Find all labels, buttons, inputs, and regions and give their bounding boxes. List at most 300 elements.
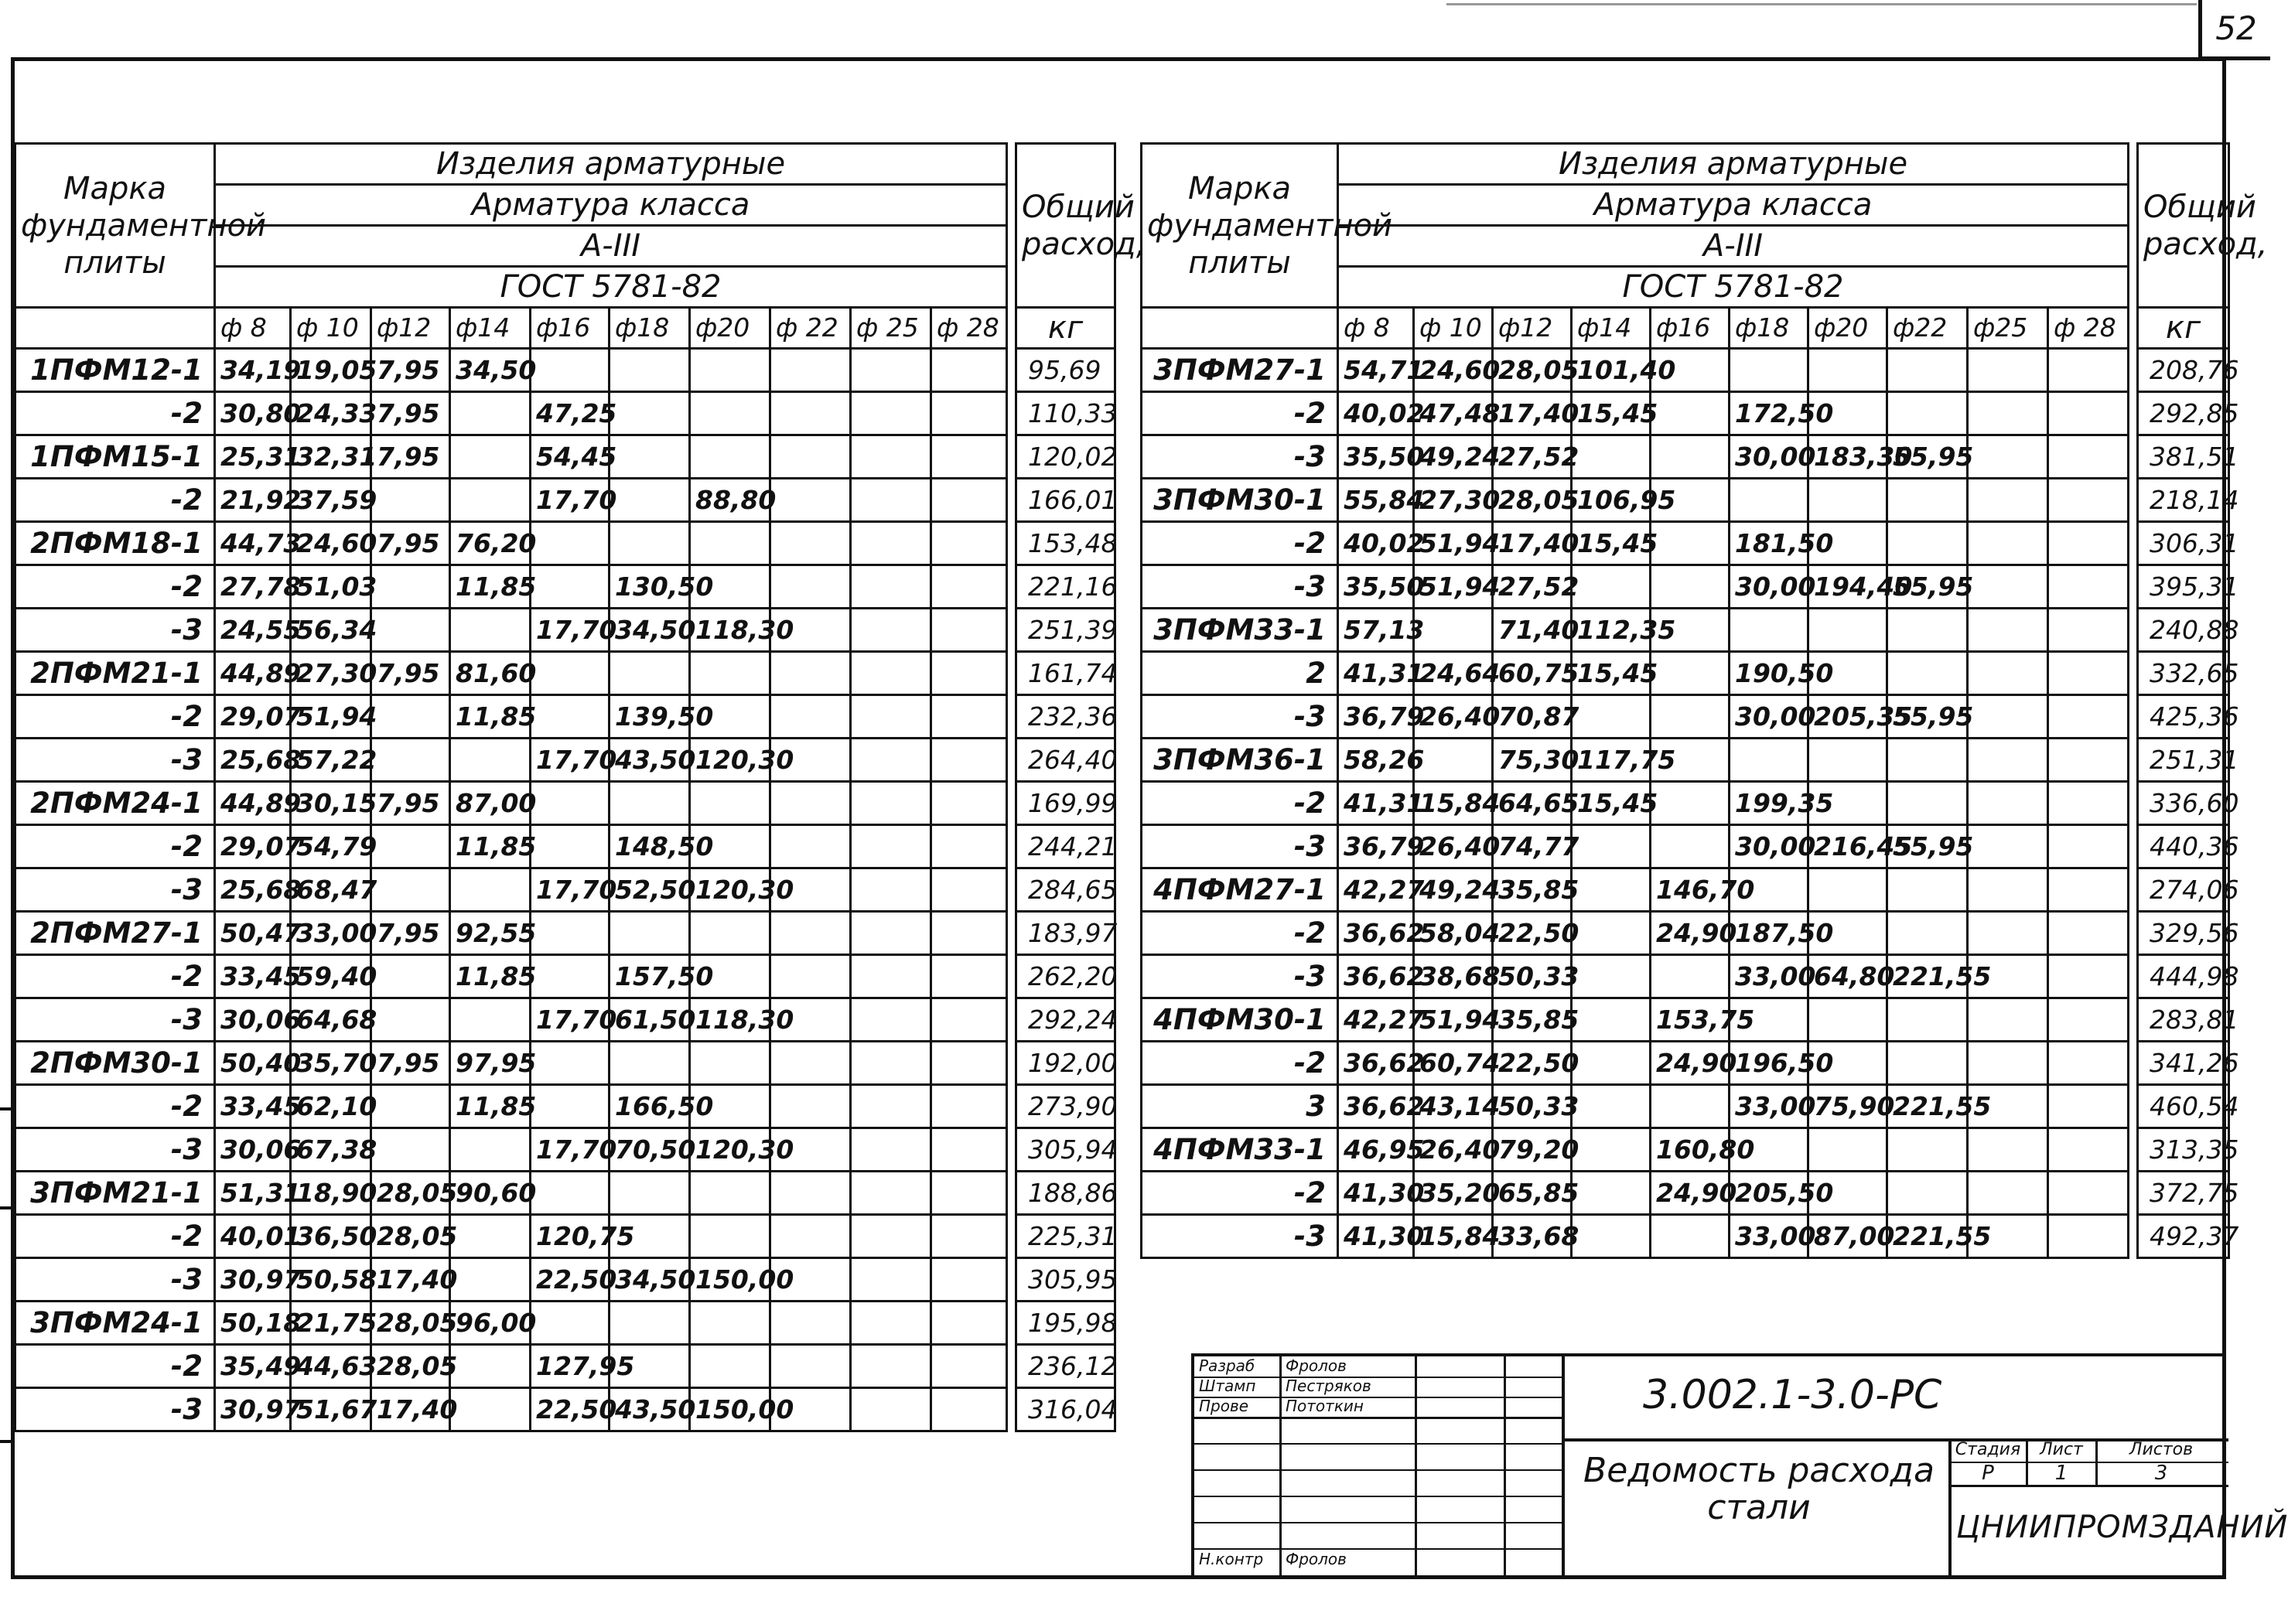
steel-mass-cell (1968, 652, 2048, 695)
steel-mass-cell (690, 1345, 770, 1388)
column-gap (1007, 1388, 1016, 1431)
steel-mass-cell (770, 1085, 851, 1128)
unit-header: кг (1016, 308, 1115, 349)
steel-mass-cell (931, 565, 1007, 609)
table-row (15, 1345, 1115, 1388)
plate-mark: -2 (1142, 1172, 1338, 1215)
steel-mass-cell (2048, 435, 2129, 479)
diameter-header: ф22 (1887, 308, 1968, 349)
group-header: Изделия арматурные (1338, 144, 2129, 185)
steel-mass-cell: 36,62 (1338, 1085, 1414, 1128)
steel-mass-cell (2048, 392, 2129, 435)
steel-mass-cell: 36,79 (1338, 695, 1414, 739)
column-gap (1007, 955, 1016, 998)
steel-mass-cell: 41,31 (1338, 782, 1414, 825)
diameter-header: ф14 (450, 308, 531, 349)
steel-mass-cell (1572, 1042, 1651, 1085)
column-gap (2129, 609, 2138, 652)
steel-mass-cell: 28,05 (371, 1345, 450, 1388)
diameter-header: ф20 (690, 308, 770, 349)
steel-mass-cell (1968, 825, 2048, 868)
table-row (1142, 1215, 2229, 1258)
steel-mass-cell (690, 1172, 770, 1215)
document-title: Ведомость расхода стали (1583, 1451, 1935, 1527)
stage-label: Стадия (1955, 1440, 2021, 1459)
steel-mass-cell (531, 1042, 610, 1085)
steel-mass-cell (931, 479, 1007, 522)
steel-mass-cell (450, 1345, 531, 1388)
steel-mass-cell: 44,89 (215, 782, 291, 825)
steel-mass-cell (1968, 522, 2048, 565)
steel-mass-cell (690, 1302, 770, 1345)
table-row (1142, 1128, 2229, 1172)
steel-mass-cell (1968, 1172, 2048, 1215)
total-mass-cell: 444,98 (2138, 955, 2229, 998)
total-mass-cell: 264,40 (1016, 739, 1115, 782)
column-gap (2129, 392, 2138, 435)
steel-mass-cell: 51,31 (215, 1172, 291, 1215)
total-mass-cell: 292,24 (1016, 998, 1115, 1042)
total-mass-cell: 240,88 (2138, 609, 2229, 652)
steel-mass-cell (931, 522, 1007, 565)
steel-mass-cell (371, 565, 450, 609)
plate-mark: -2 (1142, 522, 1338, 565)
group-header: Изделия арматурные (215, 144, 1007, 185)
column-gap (1007, 1215, 1016, 1258)
steel-mass-cell (770, 392, 851, 435)
table-row (15, 349, 1115, 392)
table-row (15, 522, 1115, 565)
steel-mass-cell: 30,00 (1730, 435, 1808, 479)
column-gap (1007, 349, 1016, 392)
plate-mark: 2ПФМ24-1 (15, 782, 215, 825)
table-row (1142, 349, 2229, 392)
total-mass-cell: 381,51 (2138, 435, 2229, 479)
steel-mass-cell (770, 1345, 851, 1388)
steel-mass-cell: 194,40 (1808, 565, 1887, 609)
steel-mass-cell: 50,47 (215, 912, 291, 955)
steel-mass-cell: 7,95 (371, 652, 450, 695)
steel-mass-cell (851, 1172, 931, 1215)
steel-mass-cell (931, 435, 1007, 479)
steel-mass-cell: 190,50 (1730, 652, 1808, 695)
steel-mass-cell (1808, 479, 1887, 522)
column-gap (2129, 349, 2138, 392)
steel-mass-cell (851, 695, 931, 739)
diameter-header: ф12 (371, 308, 450, 349)
total-mass-cell: 336,60 (2138, 782, 2229, 825)
steel-mass-cell: 150,00 (690, 1388, 770, 1431)
steel-mass-cell (931, 868, 1007, 912)
total-mass-cell: 195,98 (1016, 1302, 1115, 1345)
steel-mass-cell (1808, 739, 1887, 782)
total-mass-cell: 332,65 (2138, 652, 2229, 695)
steel-mass-cell (690, 435, 770, 479)
steel-mass-cell (1887, 392, 1968, 435)
steel-mass-cell (1887, 349, 1968, 392)
table-row (1142, 998, 2229, 1042)
steel-mass-cell (931, 652, 1007, 695)
steel-mass-cell: 28,05 (371, 1215, 450, 1258)
steel-mass-cell: 41,31 (1338, 652, 1414, 695)
steel-mass-cell: 56,34 (291, 609, 371, 652)
signature-name: Пестряков (1286, 1377, 1371, 1395)
table-row (15, 868, 1115, 912)
steel-mass-cell: 22,50 (1493, 1042, 1572, 1085)
steel-mass-cell (1730, 609, 1808, 652)
steel-mass-cell: 36,50 (291, 1215, 371, 1258)
steel-mass-cell: 36,62 (1338, 912, 1414, 955)
steel-mass-cell: 44,63 (291, 1345, 371, 1388)
steel-mass-cell: 29,07 (215, 825, 291, 868)
steel-mass-cell (1651, 782, 1730, 825)
diameter-header: ф 8 (1338, 308, 1414, 349)
steel-mass-cell (610, 392, 690, 435)
table-row (15, 1172, 1115, 1215)
plate-mark: -2 (15, 565, 215, 609)
steel-mass-cell: 221,55 (1887, 955, 1968, 998)
plate-mark: -2 (15, 1345, 215, 1388)
steel-mass-cell: 36,62 (1338, 1042, 1414, 1085)
column-gap (2129, 565, 2138, 609)
total-mass-cell: 161,74 (1016, 652, 1115, 695)
steel-mass-cell: 81,60 (450, 652, 531, 695)
steel-mass-cell (2048, 912, 2129, 955)
steel-mass-cell: 150,00 (690, 1258, 770, 1302)
diameter-header: ф16 (1651, 308, 1730, 349)
plate-mark: 4ПФМ27-1 (1142, 868, 1338, 912)
steel-mass-cell: 153,75 (1651, 998, 1730, 1042)
steel-mass-cell: 34,19 (215, 349, 291, 392)
steel-mass-cell: 172,50 (1730, 392, 1808, 435)
steel-mass-cell (1968, 1042, 2048, 1085)
steel-mass-cell: 25,68 (215, 868, 291, 912)
steel-mass-cell (371, 479, 450, 522)
steel-mass-cell (851, 652, 931, 695)
steel-mass-cell (1968, 782, 2048, 825)
steel-mass-cell: 181,50 (1730, 522, 1808, 565)
signature-name: Пототкин (1286, 1397, 1364, 1415)
diameter-header: ф 8 (215, 308, 291, 349)
steel-mass-cell (1572, 1215, 1651, 1258)
steel-mass-cell (851, 1085, 931, 1128)
total-mass-cell: 232,36 (1016, 695, 1115, 739)
steel-mass-cell: 47,25 (531, 392, 610, 435)
steel-mass-cell: 79,20 (1493, 1128, 1572, 1172)
steel-mass-cell (851, 609, 931, 652)
steel-mass-cell (1651, 522, 1730, 565)
page-number: 52 (2198, 0, 2270, 60)
steel-mass-cell (1887, 1172, 1968, 1215)
total-mass-cell: 329,56 (2138, 912, 2229, 955)
steel-mass-cell: 160,80 (1651, 1128, 1730, 1172)
steel-mass-cell: 76,20 (450, 522, 531, 565)
plate-mark: -2 (15, 955, 215, 998)
total-mass-cell: 274,06 (2138, 868, 2229, 912)
column-gap (1007, 695, 1016, 739)
steel-mass-cell: 120,75 (531, 1215, 610, 1258)
left-table-body (15, 349, 1118, 1431)
steel-mass-cell (851, 1302, 931, 1345)
steel-mass-cell (851, 1215, 931, 1258)
steel-mass-cell: 54,71 (1338, 349, 1414, 392)
steel-mass-cell: 33,00 (291, 912, 371, 955)
steel-mass-cell (371, 825, 450, 868)
unit-header: кг (2138, 308, 2229, 349)
diameter-header: ф12 (1493, 308, 1572, 349)
total-mass-cell: 183,97 (1016, 912, 1115, 955)
steel-mass-cell (690, 1042, 770, 1085)
steel-mass-cell (1887, 1128, 1968, 1172)
steel-mass-cell: 60,75 (1493, 652, 1572, 695)
plate-mark: -2 (15, 1215, 215, 1258)
steel-mass-cell: 25,31 (215, 435, 291, 479)
steel-mass-cell (1968, 349, 2048, 392)
steel-mass-cell: 33,45 (215, 1085, 291, 1128)
steel-mass-cell: 11,85 (450, 565, 531, 609)
column-gap (2129, 1215, 2138, 1258)
steel-mass-cell: 7,95 (371, 435, 450, 479)
steel-mass-cell: 96,00 (450, 1302, 531, 1345)
steel-mass-cell: 17,70 (531, 1128, 610, 1172)
table-row (1142, 609, 2229, 652)
table-row (1142, 782, 2229, 825)
total-mass-cell: 492,37 (2138, 1215, 2229, 1258)
steel-mass-cell (450, 998, 531, 1042)
steel-mass-cell: 50,33 (1493, 1085, 1572, 1128)
steel-mass-cell (931, 825, 1007, 868)
steel-mass-cell (371, 955, 450, 998)
steel-mass-cell: 50,18 (215, 1302, 291, 1345)
steel-mass-cell (2048, 522, 2129, 565)
steel-mass-cell: 35,85 (1493, 868, 1572, 912)
steel-mass-cell: 52,50 (610, 868, 690, 912)
total-mass-cell: 305,95 (1016, 1258, 1115, 1302)
steel-mass-cell (770, 1042, 851, 1085)
steel-mass-cell (1414, 609, 1493, 652)
steel-mass-cell: 70,50 (610, 1128, 690, 1172)
column-gap (1007, 912, 1016, 955)
steel-mass-cell: 57,13 (1338, 609, 1414, 652)
table-row (1142, 1042, 2229, 1085)
total-mass-cell: 166,01 (1016, 479, 1115, 522)
steel-mass-cell (690, 912, 770, 955)
signature-name: Фролов (1286, 1550, 1347, 1568)
document-code: 3.002.1-3.0-РС (1643, 1372, 1942, 1418)
steel-mass-cell: 24,33 (291, 392, 371, 435)
steel-mass-cell (1968, 912, 2048, 955)
steel-mass-cell: 221,55 (1887, 1085, 1968, 1128)
steel-mass-cell: 50,58 (291, 1258, 371, 1302)
steel-mass-cell: 34,50 (610, 1258, 690, 1302)
steel-mass-cell (931, 609, 1007, 652)
steel-mass-cell: 17,70 (531, 739, 610, 782)
steel-mass-cell (2048, 1085, 2129, 1128)
steel-mass-cell: 51,94 (1414, 565, 1493, 609)
plate-mark: 1ПФМ12-1 (15, 349, 215, 392)
steel-mass-cell: 55,95 (1887, 825, 1968, 868)
steel-mass-cell: 42,27 (1338, 998, 1414, 1042)
steel-mass-cell: 17,70 (531, 868, 610, 912)
diameter-header: ф20 (1808, 308, 1887, 349)
total-mass-cell: 262,20 (1016, 955, 1115, 998)
steel-mass-cell: 205,50 (1730, 1172, 1808, 1215)
steel-mass-cell: 33,45 (215, 955, 291, 998)
steel-mass-cell (1887, 739, 1968, 782)
steel-mass-cell (770, 695, 851, 739)
total-mass-cell: 305,94 (1016, 1128, 1115, 1172)
steel-mass-cell (371, 868, 450, 912)
steel-mass-cell (931, 1302, 1007, 1345)
steel-mass-cell (851, 1042, 931, 1085)
plate-mark: -3 (15, 1258, 215, 1302)
plate-mark: -3 (1142, 435, 1338, 479)
table-row (15, 739, 1115, 782)
column-gap (2129, 1172, 2138, 1215)
steel-mass-cell: 27,78 (215, 565, 291, 609)
steel-mass-cell: 27,30 (1414, 479, 1493, 522)
sheets-value: 3 (2154, 1462, 2168, 1485)
total-mass-cell: 372,75 (2138, 1172, 2229, 1215)
steel-mass-cell (851, 868, 931, 912)
steel-mass-cell (1572, 955, 1651, 998)
steel-mass-cell: 30,06 (215, 998, 291, 1042)
steel-mass-cell (690, 522, 770, 565)
steel-mass-cell (1651, 392, 1730, 435)
table-row (1142, 912, 2229, 955)
table-row (15, 1215, 1115, 1258)
column-gap (1007, 392, 1016, 435)
steel-mass-cell (2048, 479, 2129, 522)
plate-mark: 2ПФМ18-1 (15, 522, 215, 565)
total-mass-cell: 221,16 (1016, 565, 1115, 609)
plate-mark: -3 (1142, 695, 1338, 739)
steel-mass-cell: 26,40 (1414, 695, 1493, 739)
steel-mass-cell: 50,33 (1493, 955, 1572, 998)
plate-mark: 3ПФМ33-1 (1142, 609, 1338, 652)
table-row (15, 1128, 1115, 1172)
plate-mark: -2 (15, 479, 215, 522)
table-row (15, 1085, 1115, 1128)
steel-mass-cell (851, 565, 931, 609)
signature-role: Штамп (1199, 1377, 1256, 1395)
steel-mass-cell: 32,31 (291, 435, 371, 479)
steel-mass-cell (851, 1388, 931, 1431)
plate-mark: 3ПФМ24-1 (15, 1302, 215, 1345)
steel-mass-cell: 30,97 (215, 1258, 291, 1302)
signature-role: Разраб (1199, 1356, 1255, 1375)
steel-mass-cell: 221,55 (1887, 1215, 1968, 1258)
total-mass-cell: 225,31 (1016, 1215, 1115, 1258)
steel-mass-cell: 24,60 (1414, 349, 1493, 392)
steel-mass-cell (2048, 1128, 2129, 1172)
column-gap (2129, 695, 2138, 739)
steel-mass-cell: 42,27 (1338, 868, 1414, 912)
steel-mass-cell (2048, 1042, 2129, 1085)
mark-header: Марка фундаментной плиты (1142, 144, 1338, 308)
steel-mass-cell (1887, 782, 1968, 825)
steel-mass-cell (2048, 998, 2129, 1042)
steel-mass-cell: 51,67 (291, 1388, 371, 1431)
table-row (15, 912, 1115, 955)
steel-mass-cell: 196,50 (1730, 1042, 1808, 1085)
plate-mark: 4ПФМ30-1 (1142, 998, 1338, 1042)
table-row (1142, 392, 2229, 435)
steel-mass-cell: 28,05 (371, 1302, 450, 1345)
steel-mass-cell: 55,95 (1887, 435, 1968, 479)
class-title-header: Арматура класса (215, 185, 1007, 226)
steel-mass-cell (851, 349, 931, 392)
total-mass-cell: 218,14 (2138, 479, 2229, 522)
plate-mark: -2 (1142, 782, 1338, 825)
steel-mass-cell: 24,90 (1651, 1172, 1730, 1215)
steel-mass-cell: 50,40 (215, 1042, 291, 1085)
steel-mass-cell: 183,30 (1808, 435, 1887, 479)
steel-mass-cell (931, 1172, 1007, 1215)
steel-mass-cell: 15,45 (1572, 392, 1651, 435)
table-row (15, 1258, 1115, 1302)
column-gap (2129, 868, 2138, 912)
steel-mass-cell (851, 912, 931, 955)
steel-mass-cell: 157,50 (610, 955, 690, 998)
plate-mark: 4ПФМ33-1 (1142, 1128, 1338, 1172)
steel-mass-cell (1968, 998, 2048, 1042)
table-row (15, 825, 1115, 868)
table-row (1142, 565, 2229, 609)
steel-mass-cell: 75,90 (1808, 1085, 1887, 1128)
table-row (15, 955, 1115, 998)
total-mass-cell: 306,31 (2138, 522, 2229, 565)
steel-mass-cell: 27,52 (1493, 565, 1572, 609)
title-block (1191, 1353, 2288, 1575)
steel-mass-cell (531, 955, 610, 998)
steel-mass-cell (2048, 825, 2129, 868)
steel-mass-cell: 35,50 (1338, 435, 1414, 479)
steel-mass-cell: 15,45 (1572, 782, 1651, 825)
steel-mass-cell (371, 1128, 450, 1172)
plate-mark: 2ПФМ27-1 (15, 912, 215, 955)
steel-mass-cell (1414, 739, 1493, 782)
steel-mass-cell (1572, 1085, 1651, 1128)
steel-mass-cell (770, 435, 851, 479)
table-row (1142, 1085, 2229, 1128)
steel-mass-cell: 30,00 (1730, 695, 1808, 739)
steel-mass-cell: 146,70 (1651, 868, 1730, 912)
steel-mass-cell (931, 739, 1007, 782)
steel-table-right (1140, 142, 2268, 1259)
steel-table-left (14, 142, 1146, 1432)
plate-mark: -2 (15, 392, 215, 435)
steel-mass-cell (931, 1215, 1007, 1258)
table-row (1142, 695, 2229, 739)
total-header: Общий расход, (2138, 144, 2229, 308)
steel-mass-cell: 17,40 (1493, 522, 1572, 565)
steel-mass-cell (450, 868, 531, 912)
steel-mass-cell (371, 1085, 450, 1128)
steel-mass-cell (371, 609, 450, 652)
column-gap (2129, 825, 2138, 868)
steel-mass-cell: 49,24 (1414, 868, 1493, 912)
steel-mass-cell (1887, 868, 1968, 912)
column-gap (1007, 1258, 1016, 1302)
plate-mark: -2 (1142, 392, 1338, 435)
steel-mass-cell: 46,95 (1338, 1128, 1414, 1172)
signature-role: Прове (1199, 1397, 1249, 1415)
steel-mass-cell: 148,50 (610, 825, 690, 868)
table-row (15, 435, 1115, 479)
total-mass-cell: 192,00 (1016, 1042, 1115, 1085)
steel-mass-cell: 30,80 (215, 392, 291, 435)
